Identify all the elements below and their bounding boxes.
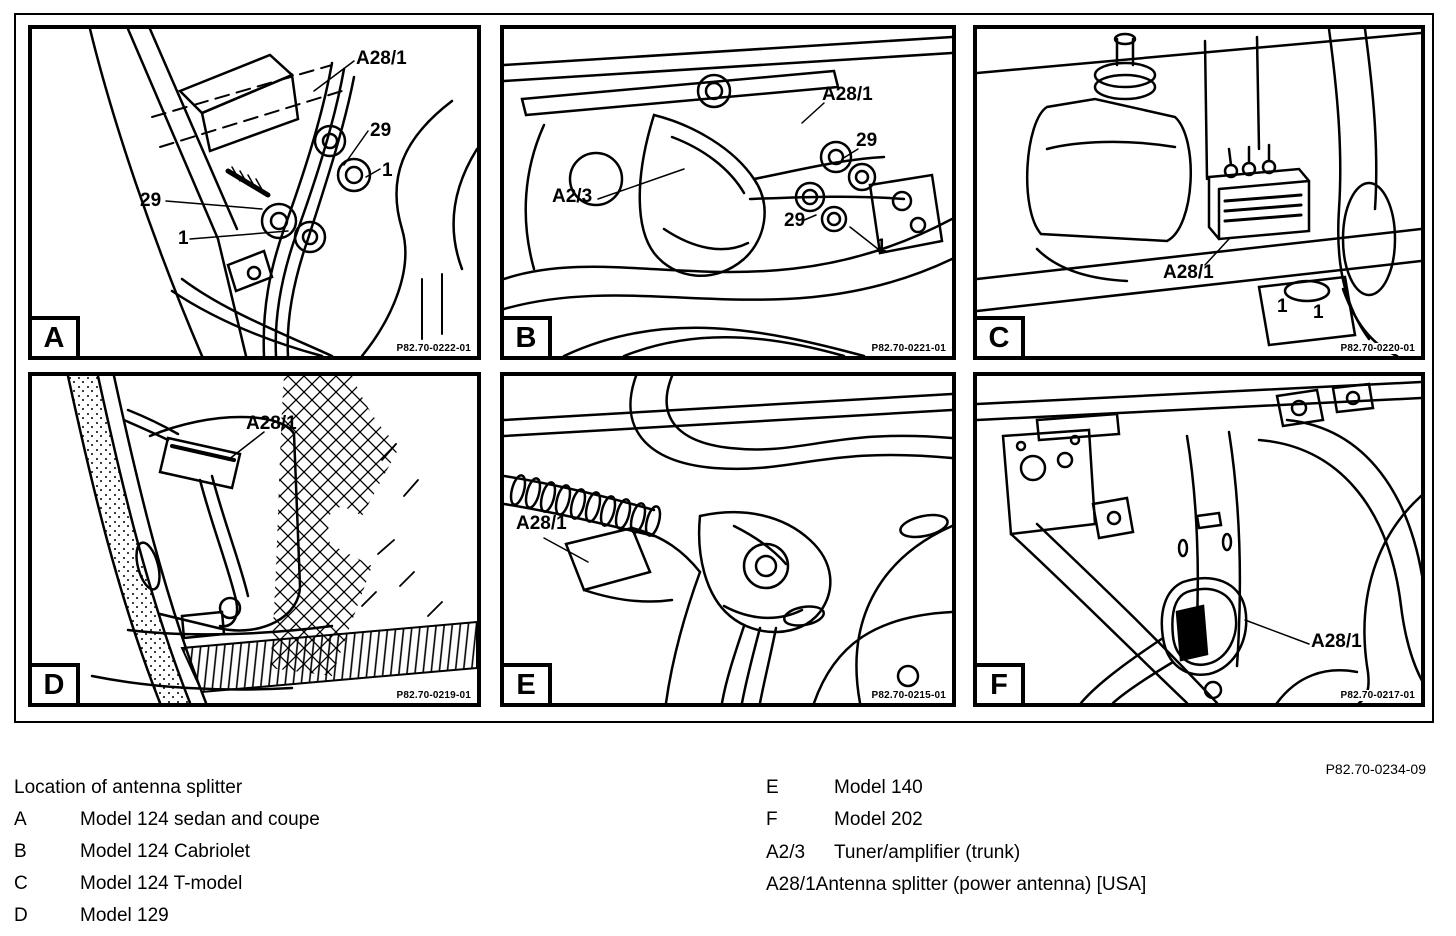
callout-label: 1 [382, 160, 393, 181]
panel-letter: B [515, 321, 537, 354]
legend-row-a28-1 [766, 874, 1146, 896]
callout-label: 29 [370, 120, 392, 141]
callout-label: 29 [140, 190, 162, 211]
panel-part-number: P82.70-0221-01 [871, 343, 946, 354]
legend-title: Location of antenna splitter [14, 777, 243, 798]
legend-key: A [14, 809, 27, 830]
panel-letter: D [43, 668, 65, 701]
figure-number: P82.70-0234-09 [1325, 761, 1426, 777]
legend-desc: Model 140 [834, 777, 923, 798]
panel-part-number: P82.70-0220-01 [1340, 343, 1415, 354]
panel-e-drawing [504, 376, 952, 703]
legend-key: D [14, 905, 28, 926]
panel-c-drawing [977, 29, 1421, 356]
panel-part-number: P82.70-0219-01 [396, 690, 471, 701]
panel-letter-box [973, 316, 1025, 360]
legend-desc: Tuner/amplifier (trunk) [834, 842, 1021, 863]
legend-key: E [766, 777, 779, 798]
callout-label: 1 [1277, 296, 1288, 317]
legend-desc: Model 129 [80, 905, 169, 926]
legend-key: A28/1 [766, 874, 816, 895]
panel-letter: C [988, 321, 1010, 354]
panel-b [500, 25, 956, 360]
legend-row-e [766, 777, 923, 799]
legend-desc: Model 124 sedan and coupe [80, 809, 320, 830]
panel-f [973, 372, 1425, 707]
legend-desc: Antenna splitter (power antenna) [USA] [815, 874, 1147, 895]
legend-desc: Model 124 Cabriolet [80, 841, 251, 862]
panel-letter: E [516, 668, 536, 701]
panel-letter-box [28, 316, 80, 360]
callout-label: 1 [1313, 302, 1324, 323]
legend-row-c [14, 873, 242, 895]
panel-letter-box [973, 663, 1025, 707]
legend-desc: Model 202 [834, 809, 923, 830]
callout-label: 29 [784, 210, 806, 231]
legend-row-d [14, 905, 169, 927]
legend-row-a2-3 [766, 842, 1020, 864]
callout-label: A28/1 [1163, 262, 1214, 283]
legend-key: A2/3 [766, 842, 806, 863]
callout-label: 1 [178, 228, 189, 249]
callout-label: A2/3 [552, 186, 593, 207]
legend-row-b [14, 841, 250, 863]
panel-part-number: P82.70-0222-01 [396, 343, 471, 354]
panel-c [973, 25, 1425, 360]
callout-label: A28/1 [822, 84, 873, 105]
panel-letter-box [500, 663, 552, 707]
panel-letter-box [500, 316, 552, 360]
callout-label: A28/1 [356, 48, 407, 69]
callout-label: A28/1 [246, 413, 297, 434]
legend-key: F [766, 809, 778, 830]
panel-e [500, 372, 956, 707]
callout-label: 29 [856, 130, 878, 151]
callout-label: 1 [876, 236, 887, 257]
legend-row-a [14, 809, 320, 831]
panel-a [28, 25, 481, 360]
panel-part-number: P82.70-0217-01 [1340, 690, 1415, 701]
legend-row-f [766, 809, 923, 831]
legend-key: C [14, 873, 28, 894]
legend-key: B [14, 841, 27, 862]
panel-d [28, 372, 481, 707]
figure-frame [14, 13, 1434, 723]
callout-label: A28/1 [1311, 631, 1362, 652]
legend-desc: Model 124 T-model [80, 873, 243, 894]
panel-part-number: P82.70-0215-01 [871, 690, 946, 701]
panel-letter: F [990, 668, 1008, 701]
panel-letter: A [43, 321, 65, 354]
panel-f-drawing [977, 376, 1421, 703]
panel-a-drawing [32, 29, 477, 356]
callout-label: A28/1 [516, 513, 567, 534]
panel-letter-box [28, 663, 80, 707]
